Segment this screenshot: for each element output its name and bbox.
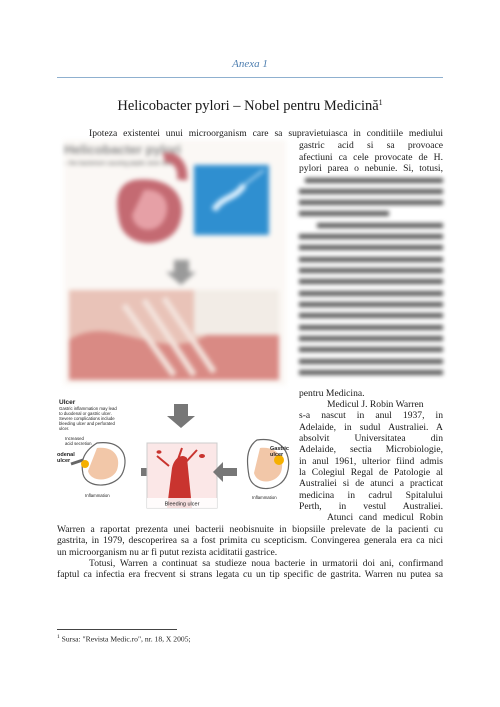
para2-line-2: faptul ca infectia era frecvent si strans legata cu un tip specific de gastrita. Warren nu putea sa xyxy=(57,569,443,580)
ulcer-text-2: to duodenal or gastric ulcer. xyxy=(59,411,112,416)
col2-line-7: la Colegiul Regal de Patologie al xyxy=(299,467,443,478)
footnote-text: Sursa: "Revista Medic.ro", nr. 18, X 2005; xyxy=(61,634,191,644)
full-line-2: gastrita, in 1979, descoperirea sa a fost primita cu scepticism. Convingerea generala era ca nici xyxy=(57,535,443,546)
inflammation-right: Inflammation xyxy=(252,495,277,500)
header-rule xyxy=(57,77,443,78)
footnote xyxy=(57,634,191,644)
duodenal-label-2: ulcer xyxy=(57,458,71,464)
ulcer-text-1: Gastric inflammation may lead xyxy=(59,406,117,411)
col2-line-2: s-a nascut in anul 1937, in xyxy=(299,410,443,421)
blurred-lines xyxy=(299,176,443,386)
page-title xyxy=(0,98,500,115)
title-footnote-mark: 1 xyxy=(378,98,383,107)
bleeding-ulcer-label: Bleeding ulcer xyxy=(164,501,200,508)
col2-line-9: medicina in cadrul Spitalului xyxy=(299,490,443,501)
gastric-label-1: Gastric xyxy=(270,446,289,452)
left-label-1: Increased xyxy=(65,436,84,441)
col2-line-6: in anul 1961, ulterior fiind admis xyxy=(299,456,443,467)
figure-subtitle: – the bacterium causing peptic ulcer disease xyxy=(64,161,183,167)
col2-line-3: Adelaide, in sudul Australiei. A xyxy=(299,422,443,433)
inflammation-left: Inflammation xyxy=(85,493,110,498)
gastric-label-2: ulcer xyxy=(270,452,284,458)
col-after-blur: pentru Medicina. xyxy=(299,388,365,399)
full-line-3: un microorganism nu ar fi putut rezista aciditatii gastrice. xyxy=(57,547,278,558)
blurred-text-block xyxy=(299,176,443,386)
col1-line-2: afectiuni ca cele provocate de H. xyxy=(299,152,443,163)
footnote-rule xyxy=(57,629,177,630)
col2-line-4: absolvit Universitatea din xyxy=(299,433,443,444)
col2-line-11: Atunci cand medicul Robin xyxy=(327,512,443,523)
left-label-2: acid secretion xyxy=(65,441,92,446)
page-header: Anexa 1 xyxy=(232,58,268,70)
col1-line-3: pylori parea o nebunie. Si, totusi, xyxy=(299,163,443,174)
footnote-mark: 1 xyxy=(57,634,60,640)
col1-line-1: gastric acid si sa provoace xyxy=(299,140,443,151)
ulcer-text-4: bleeding ulcer and perforated xyxy=(59,421,115,426)
ulcer-text-3: Severe complications include xyxy=(59,416,115,421)
ulcer-heading: Ulcer xyxy=(59,399,76,406)
duodenal-label-1: odenal xyxy=(57,452,75,458)
col2-line-10: Perth, in vestul Australiei. xyxy=(299,501,443,512)
col2-line-8: Australiei si de atunci a practicat xyxy=(299,478,443,489)
full-line-1: Warren a raportat prezenta unei bacterii neobisnuite in biopsiile prelevate de la pacienti cu xyxy=(57,524,443,535)
figure-bottom-illustration xyxy=(57,398,297,513)
figure-title: Helicobacter pylori xyxy=(64,142,182,157)
para2-line-1: Totusi, Warren a continuat sa studieze noua bacterie in urmatorii doi ani, confirmand xyxy=(89,558,443,569)
ulcer-text-5: ulcer. xyxy=(59,426,70,431)
col2-line-1: Medicul J. Robin Warren xyxy=(327,399,424,410)
figure-top-illustration xyxy=(64,140,286,385)
ulcer-diagram xyxy=(57,398,297,513)
title-text: Helicobacter pylori – Nobel pentru Medicină xyxy=(117,98,379,114)
col2-line-5: Adelaide, sectia Microbiologie, xyxy=(299,444,443,455)
intro-line: Ipoteza existentei unui microorganism care sa supravietuiasca in conditiile mediului xyxy=(89,128,443,139)
stomach-illustration xyxy=(64,140,286,385)
